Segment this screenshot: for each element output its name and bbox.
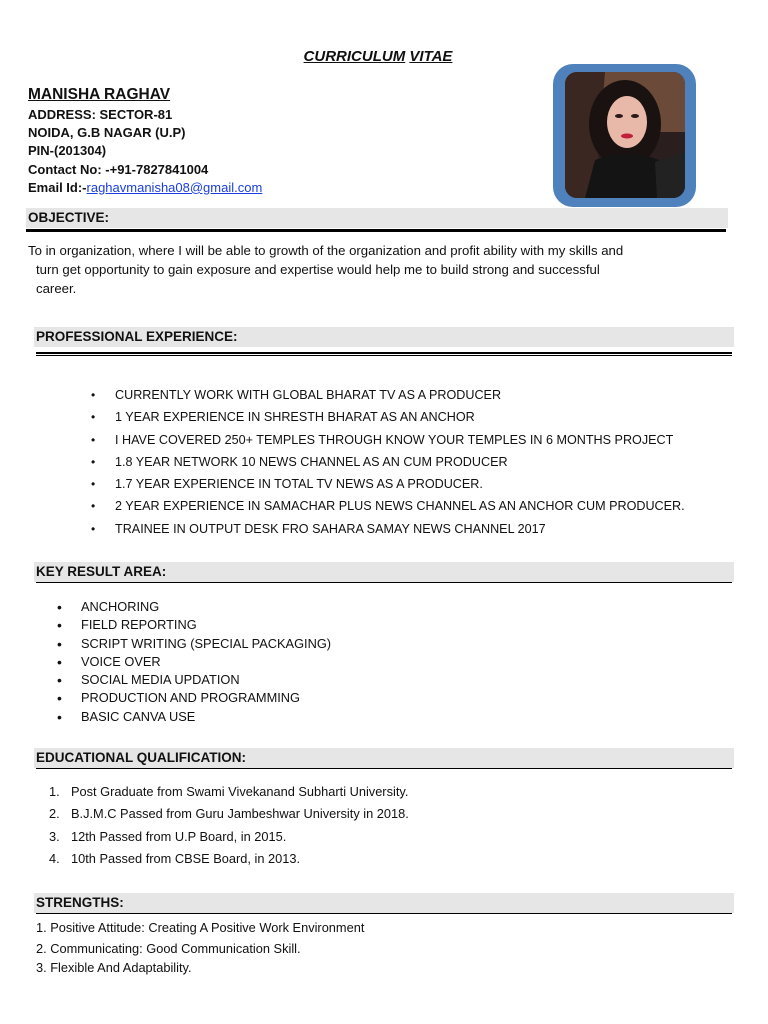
title-word-1: CURRICULUM xyxy=(303,48,406,65)
strengths-list xyxy=(36,918,364,978)
kra-item: • ANCHORING xyxy=(57,598,657,616)
education-item: 4. 10th Passed from CBSE Board, in 2013. xyxy=(49,850,301,866)
experience-heading: PROFESSIONAL EXPERIENCE: xyxy=(34,327,734,347)
experience-item: • TRAINEE IN OUTPUT DESK FRO SAHARA SAMAY NEWS CHANNEL 2017 xyxy=(91,518,731,540)
kra-item: • BASIC CANVA USE xyxy=(57,708,657,726)
strength-item: 1. Positive Attitude: Creating A Positive Work Environment xyxy=(36,920,365,935)
objective-rule xyxy=(26,229,726,232)
kra-item: • FIELD REPORTING xyxy=(57,616,657,634)
experience-item: • 1 YEAR EXPERIENCE IN SHRESTH BHARAT AS AN ANCHOR xyxy=(91,406,731,428)
kra-item: • PRODUCTION AND PROGRAMMING xyxy=(57,689,657,707)
objective-line-3: career. xyxy=(36,281,77,296)
address-line-2: NOIDA, G.B NAGAR (U.P) xyxy=(28,125,186,141)
experience-item: • I HAVE COVERED 250+ TEMPLES THROUGH KNOW YOUR TEMPLES IN 6 MONTHS PROJECT xyxy=(91,429,731,451)
education-item: 1. Post Graduate from Swami Vivekanand Subharti University. xyxy=(49,784,409,799)
experience-item: • 2 YEAR EXPERIENCE IN SAMACHAR PLUS NEWS CHANNEL AS AN ANCHOR CUM PRODUCER. xyxy=(91,495,731,517)
kra-item: • SOCIAL MEDIA UPDATION xyxy=(57,671,657,689)
strengths-heading: STRENGTHS: xyxy=(34,893,734,913)
education-item: 2. B.J.M.C Passed from Guru Jambeshwar University in 2018. xyxy=(49,806,409,822)
email-label: Email Id:- xyxy=(28,179,87,195)
experience-item: • 1.7 YEAR EXPERIENCE IN TOTAL TV NEWS AS A PRODUCER. xyxy=(91,473,731,495)
experience-item: • 1.8 YEAR NETWORK 10 NEWS CHANNEL AS AN CUM PRODUCER xyxy=(91,451,731,473)
email-row xyxy=(28,179,262,197)
profile-photo xyxy=(565,72,685,198)
strength-item: 2. Communicating: Good Communication Skill. xyxy=(36,941,301,956)
contact-block xyxy=(28,106,262,197)
kra-heading: KEY RESULT AREA: xyxy=(34,562,734,582)
kra-list xyxy=(57,598,657,726)
contact-number: Contact No: -+91-7827841004 xyxy=(28,161,209,177)
candidate-name: MANISHA RAGHAV xyxy=(28,86,171,103)
education-item: 3. 12th Passed from U.P Board, in 2015. xyxy=(49,828,287,844)
document-title xyxy=(0,48,756,65)
experience-list xyxy=(91,384,731,540)
pin-code: PIN-(201304) xyxy=(28,143,107,159)
experience-rule xyxy=(36,352,732,356)
address-line-1: ADDRESS: SECTOR-81 xyxy=(28,107,173,122)
email-link[interactable]: raghavmanisha08@gmail.com xyxy=(86,179,263,195)
education-rule xyxy=(36,768,732,769)
strength-item: 3. Flexible And Adaptability. xyxy=(36,960,192,975)
experience-item: • CURRENTLY WORK WITH GLOBAL BHARAT TV AS A PRODUCER xyxy=(91,384,731,406)
strengths-rule xyxy=(36,913,732,914)
kra-item: • SCRIPT WRITING (SPECIAL PACKAGING) xyxy=(57,635,657,653)
kra-item: • VOICE OVER xyxy=(57,653,657,671)
objective-line-1: To in organization, where I will be able to growth of the organization and profit ability with my skills and xyxy=(28,243,624,258)
education-list xyxy=(49,781,649,870)
kra-rule xyxy=(36,582,732,583)
objective-heading: OBJECTIVE: xyxy=(26,208,728,228)
objective-line-2: turn get opportunity to gain exposure and expertise would help me to build strong and successful xyxy=(36,262,600,277)
education-heading: EDUCATIONAL QUALIFICATION: xyxy=(34,748,734,768)
title-word-2: VITAE xyxy=(409,48,453,65)
